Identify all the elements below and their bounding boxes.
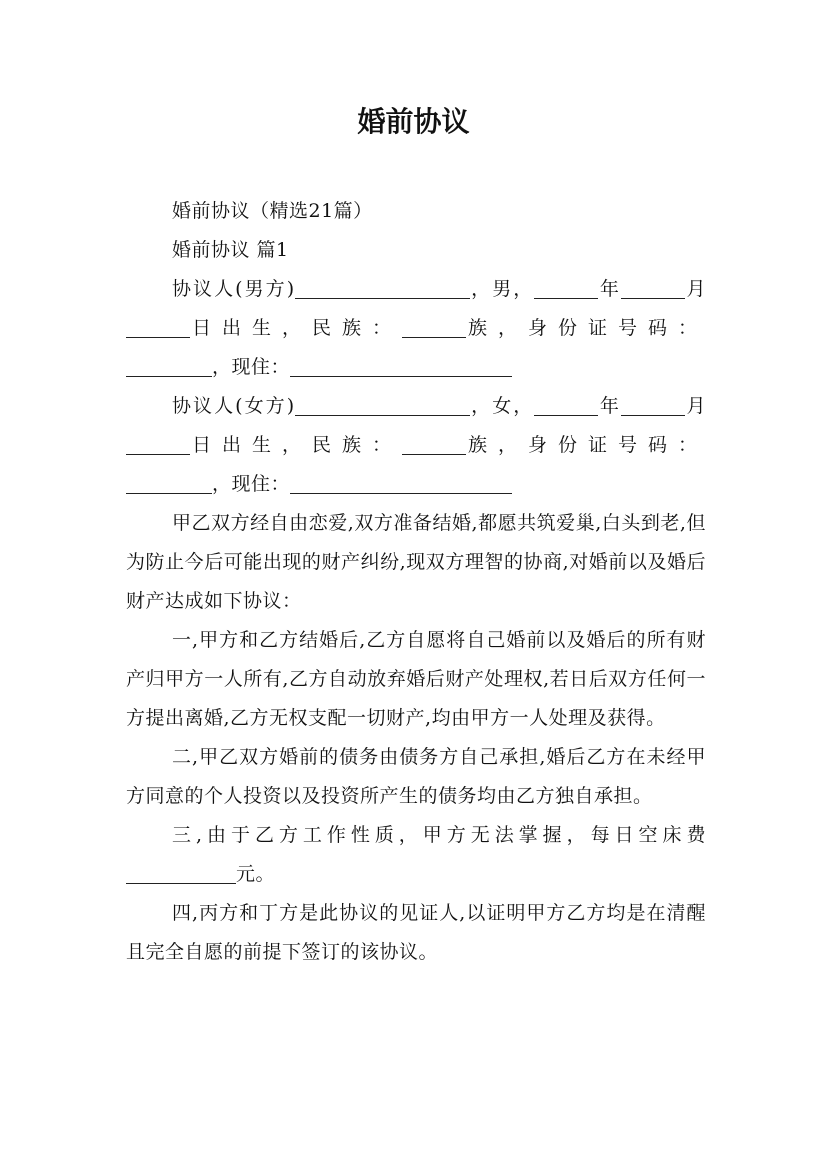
male-month-label: 月 (684, 278, 706, 300)
female-name-blank (295, 393, 470, 416)
male-label: 协议人(男方) (172, 278, 295, 300)
male-birth-label: 日出生，民族： (190, 317, 402, 339)
female-residence-label: ，现住： (212, 473, 291, 495)
clause-2: 二,甲乙双方婚前的债务由债务方自己承担,婚后乙方在未经甲方同意的个人投资以及投资所产生的债务均由乙方独自承担。 (126, 746, 706, 807)
male-year-blank (534, 276, 598, 299)
female-year-blank (534, 393, 598, 416)
male-residence-blank (290, 354, 512, 377)
intro-paragraph: 甲乙双方经自由恋爱,双方准备结婚,都愿共筑爱巢,白头到老,但为防止今后可能出现的财产纠纷,现双方理智的协商,对婚前以及婚后财产达成如下协议： (126, 512, 706, 612)
male-day-blank (126, 315, 190, 338)
section-heading: 婚前协议 篇1 (172, 239, 289, 261)
clause-4: 四,丙方和丁方是此协议的见证人,以证明甲方乙方均是在清醒且完全自愿的前提下签订的该协议。 (126, 902, 706, 963)
male-residence-label: ，现住： (212, 356, 291, 378)
female-birth-label: 日出生，民族： (190, 434, 402, 456)
female-month-label: 月 (684, 395, 706, 417)
clause-1: 一,甲方和乙方结婚后,乙方自愿将自己婚前以及婚后的所有财产归甲方一人所有,乙方自动放弃婚后财产处理权,若日后双方任何一方提出离婚,乙方无权支配一切财产,均由甲方一人处理及获得。 (126, 629, 706, 729)
fee-blank (126, 861, 236, 884)
clause-3 (126, 816, 706, 894)
male-month-blank (621, 276, 685, 299)
female-ethnic-blank (402, 432, 466, 455)
subtitle: 婚前协议（精选21篇） (172, 200, 373, 222)
male-id-blank (126, 354, 212, 377)
female-gender: ，女， (469, 395, 535, 417)
female-party-paragraph (126, 387, 706, 504)
clause-3-unit: 元。 (236, 863, 276, 885)
male-ethnic-label: 族，身份证号码： (466, 317, 706, 339)
document-title: 婚前协议 (357, 105, 470, 138)
male-ethnic-blank (402, 315, 466, 338)
female-day-blank (126, 432, 190, 455)
male-name-blank (295, 276, 470, 299)
female-year-label: 年 (598, 395, 621, 417)
male-year-label: 年 (598, 278, 621, 300)
male-party-paragraph (126, 270, 706, 387)
female-ethnic-label: 族，身份证号码： (466, 434, 706, 456)
document-body (126, 192, 706, 972)
female-label: 协议人(女方) (172, 395, 295, 417)
female-residence-blank (290, 471, 512, 494)
female-id-blank (126, 471, 212, 494)
female-month-blank (621, 393, 685, 416)
male-gender: ，男， (469, 278, 535, 300)
clause-3-text: 三,由于乙方工作性质，甲方无法掌握，每日空床费 (172, 824, 706, 846)
